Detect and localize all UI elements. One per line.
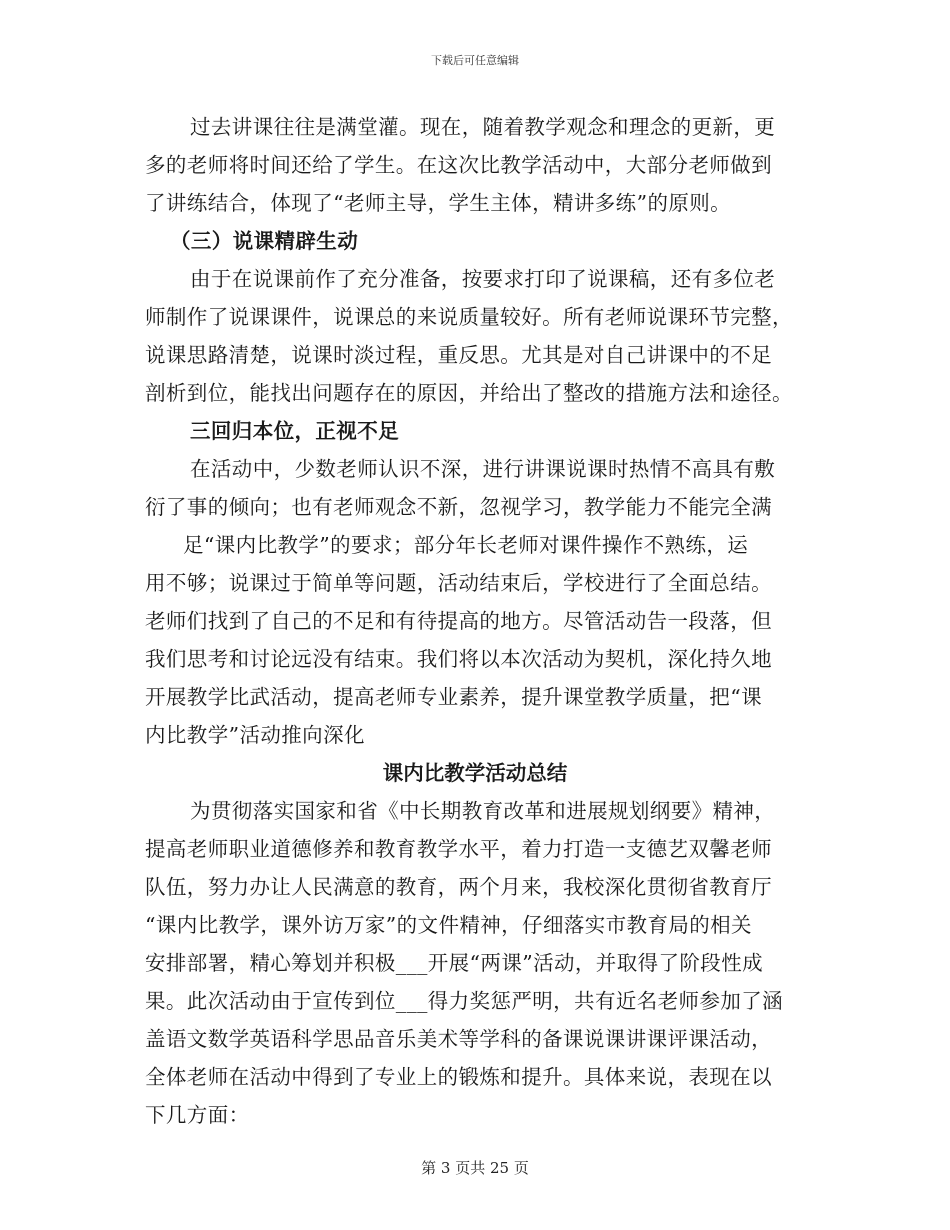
paragraph-line: 用不够；说课过于简单等问题，活动结束后，学校进行了全面总结。 xyxy=(145,571,772,595)
paragraph-line: 由于在说课前作了充分准备，按要求打印了说课稿，还有多位老 xyxy=(190,267,776,291)
section-heading: 三回归本位，正视不足 xyxy=(190,419,399,443)
paragraph-line: 老师们找到了自己的不足和有待提高的地方。尽管活动告一段落，但 xyxy=(145,609,772,633)
page-number: 第 3 页共 25 页 xyxy=(421,1159,529,1177)
article-title: 课内比教学活动总结 xyxy=(382,761,568,785)
paragraph-line: 安排部署，精心筹划并积极___开展“两课”活动，并取得了阶段性成 xyxy=(145,951,764,975)
paragraph-line: “课内比教学，课外访万家”的文件精神，仔细落实市教育局的相关 xyxy=(145,913,752,937)
paragraph-line: 内比教学”活动推向深化 xyxy=(145,723,365,747)
paragraph-line: 盖语文数学英语科学思品音乐美术等学科的备课说课讲课评课活动， xyxy=(145,1027,772,1051)
paragraph-line: 下几方面： xyxy=(145,1103,250,1127)
paragraph-line: 提高老师职业道德修养和教育教学水平，着力打造一支德艺双馨老师 xyxy=(145,837,772,861)
paragraph-line: 开展教学比武活动，提高老师专业素养，提升课堂教学质量，把“课 xyxy=(145,685,762,709)
paragraph-line: 为贯彻落实国家和省《中长期教育改革和进展规划纲要》精神， xyxy=(190,799,776,823)
paragraph-line: 剖析到位，能找出问题存在的原因，并给出了整改的措施方法和途径。 xyxy=(145,381,793,405)
paragraph-line: 足“课内比教学”的要求；部分年长老师对课件操作不熟练，运 xyxy=(183,533,749,557)
paragraph-line: 衍了事的倾向；也有老师观念不新，忽视学习，教学能力不能完全满 xyxy=(145,495,772,519)
paragraph-line: 队伍，努力办让人民满意的教育，两个月来，我校深化贯彻省教育厅 xyxy=(145,875,772,899)
paragraph-line: 果。此次活动由于宣传到位___得力奖惩严明，共有近名老师参加了涵 xyxy=(145,989,784,1013)
paragraph-line: 过去讲课往往是满堂灌。现在，随着教学观念和理念的更新，更 xyxy=(190,115,776,139)
section-heading: （三）说课精辟生动 xyxy=(170,229,359,253)
paragraph-line: 全体老师在活动中得到了专业上的锻炼和提升。具体来说，表现在以 xyxy=(145,1065,772,1089)
paragraph-line: 了讲练结合，体现了“老师主导，学生主体，精讲多练”的原则。 xyxy=(145,191,732,215)
paragraph-line: 师制作了说课课件，说课总的来说质量较好。所有老师说课环节完整， xyxy=(145,305,793,329)
header-note: 下载后可任意编辑 xyxy=(431,54,519,67)
paragraph-line: 多的老师将时间还给了学生。在这次比教学活动中，大部分老师做到 xyxy=(145,153,772,177)
paragraph-line: 我们思考和讨论远没有结束。我们将以本次活动为契机，深化持久地 xyxy=(145,647,772,671)
paragraph-line: 说课思路清楚，说课时淡过程，重反思。尤其是对自己讲课中的不足 xyxy=(145,343,772,367)
paragraph-line: 在活动中，少数老师认识不深，进行讲课说课时热情不高具有敷 xyxy=(190,457,776,481)
